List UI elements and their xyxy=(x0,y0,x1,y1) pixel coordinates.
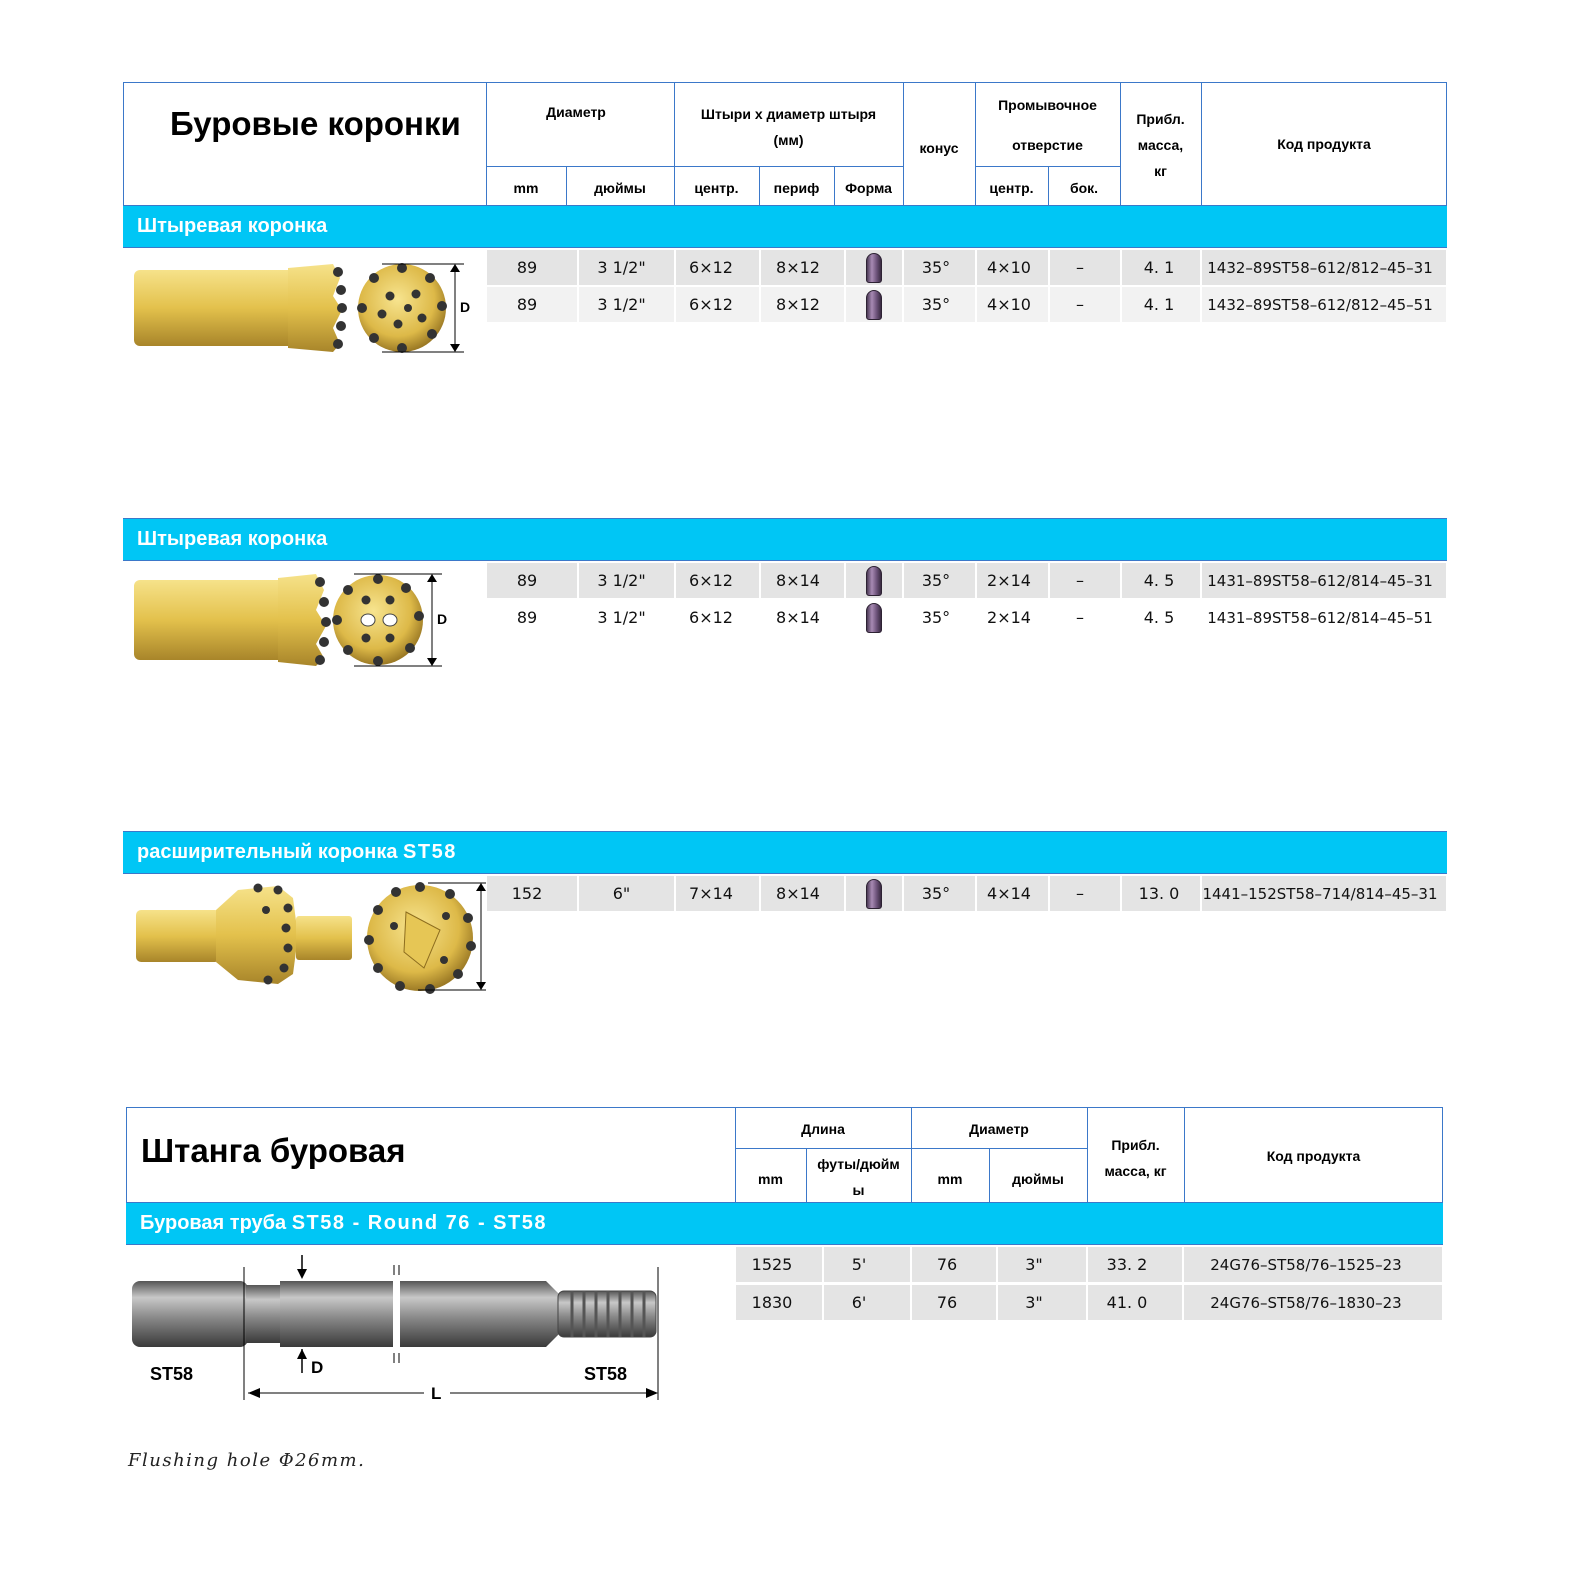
cell-shape xyxy=(846,287,902,322)
rod-band-text-b: ST58 - Round 76 - ST58 xyxy=(291,1212,547,1234)
section2-band-text: Штыревая коронка xyxy=(137,528,328,550)
flush-side-header: бок. xyxy=(1069,180,1099,196)
cell-weight: 4. 5 xyxy=(1143,608,1175,627)
table-row xyxy=(487,876,1446,911)
cell-cone: 35° xyxy=(921,258,951,277)
cell-periph: 8×14 xyxy=(776,608,820,627)
weight-header-text: Прибл. масса, кг xyxy=(1136,111,1185,179)
cell-flush-center: 2×14 xyxy=(987,608,1031,627)
cell-code: 1432–89ST58–612/812–45–31 xyxy=(1207,258,1433,277)
cell-inch: 3 1/2" xyxy=(597,295,646,314)
rod-inches-header: дюймы xyxy=(1012,1171,1064,1187)
cell-shape xyxy=(846,250,902,285)
section3-band-text-a: расширительный коронка xyxy=(137,841,398,863)
button-shape-icon xyxy=(866,879,882,909)
cone-header: конус xyxy=(919,140,959,156)
table-row xyxy=(487,563,1446,598)
drill-rod-image xyxy=(128,1255,668,1415)
cell-weight: 41. 0 xyxy=(1106,1293,1148,1312)
cell-flush-center: 4×14 xyxy=(987,884,1031,903)
rod-code-header: Код продукта xyxy=(1266,1148,1361,1164)
cell-diam-mm: 76 xyxy=(936,1293,958,1312)
cell-flush-center: 2×14 xyxy=(987,571,1031,590)
table-row xyxy=(487,600,1446,635)
cell-code: 1432–89ST58–612/812–45–51 xyxy=(1207,295,1433,314)
cell-cone: 35° xyxy=(921,884,951,903)
cell-code: 24G76–ST58/76–1525–23 xyxy=(1210,1255,1402,1274)
reaming-bit-image xyxy=(128,880,490,995)
buttons-header-text: Штыри х диаметр штыря (мм) xyxy=(700,106,877,148)
cell-center: 6×12 xyxy=(689,608,733,627)
cell-flush-center: 4×10 xyxy=(987,258,1031,277)
cell-mm: 152 xyxy=(511,884,543,903)
cell-cone: 35° xyxy=(921,571,951,590)
cell-flush-side: – xyxy=(1076,258,1084,277)
cell-shape xyxy=(846,563,902,598)
dim-d-label: D xyxy=(437,611,448,627)
length-header: Длина xyxy=(801,1121,845,1137)
rod-band-text-a: Буровая труба xyxy=(140,1212,287,1234)
button-bit-image xyxy=(128,258,478,358)
cell-mm: 89 xyxy=(516,608,538,627)
cell-length-ft: 6' xyxy=(851,1293,867,1312)
rod-header xyxy=(126,1107,1443,1203)
cell-inch: 3 1/2" xyxy=(597,258,646,277)
cell-weight: 4. 1 xyxy=(1143,295,1175,314)
flushing-header-text: Промывочное отверстие xyxy=(998,97,1097,153)
cell-diam-in: 3" xyxy=(1025,1293,1043,1312)
cell-center: 7×14 xyxy=(689,884,733,903)
cell-periph: 8×14 xyxy=(776,884,820,903)
flush-center-header: центр. xyxy=(989,180,1034,196)
cell-weight: 33. 2 xyxy=(1106,1255,1148,1274)
cell-length-mm: 1830 xyxy=(751,1293,793,1312)
cell-weight: 4. 1 xyxy=(1143,258,1175,277)
table-row xyxy=(736,1247,1442,1282)
cell-diam-in: 3" xyxy=(1025,1255,1043,1274)
cell-periph: 8×14 xyxy=(776,571,820,590)
center-header: центр. xyxy=(694,180,739,196)
table-row xyxy=(736,1285,1442,1320)
rod-weight-header xyxy=(1087,1128,1184,1188)
rod-band xyxy=(126,1202,1443,1245)
cell-periph: 8×12 xyxy=(776,295,820,314)
cell-length-mm: 1525 xyxy=(751,1255,793,1274)
cell-cone: 35° xyxy=(921,295,951,314)
cell-mm: 89 xyxy=(516,571,538,590)
cell-code: 24G76–ST58/76–1830–23 xyxy=(1210,1293,1402,1312)
cell-length-ft: 5' xyxy=(851,1255,867,1274)
cell-mm: 89 xyxy=(516,258,538,277)
button-shape-icon xyxy=(866,290,882,320)
cell-inch: 3 1/2" xyxy=(597,608,646,627)
cell-shape xyxy=(846,600,902,635)
button-shape-icon xyxy=(866,253,882,283)
shape-header: Форма xyxy=(845,180,892,196)
rod-weight-header-text: Прибл. масса, кг xyxy=(1104,1137,1167,1179)
bits-header xyxy=(123,82,1447,206)
cell-code: 1431–89ST58–612/814–45–31 xyxy=(1207,571,1433,590)
cell-code: 1441–152ST58–714/814–45–31 xyxy=(1202,884,1438,903)
rod-ftin-header xyxy=(806,1152,911,1202)
button-shape-icon xyxy=(866,566,882,596)
cell-flush-side: – xyxy=(1076,884,1084,903)
section1-band xyxy=(123,205,1447,248)
periph-header: периф xyxy=(773,180,820,196)
inches-header: дюймы xyxy=(594,180,646,196)
table-row xyxy=(487,250,1446,285)
section2-band xyxy=(123,518,1447,561)
cell-flush-side: – xyxy=(1076,571,1084,590)
buttons-header xyxy=(674,99,903,155)
rod-label-l: L xyxy=(431,1384,442,1403)
cell-periph: 8×12 xyxy=(776,258,820,277)
rod-ftin-header-text: футы/дюйм ы xyxy=(817,1156,900,1198)
cell-inch: 6" xyxy=(612,884,631,903)
cell-center: 6×12 xyxy=(689,571,733,590)
flushing-header xyxy=(975,89,1120,161)
button-bit-image xyxy=(128,570,458,670)
button-shape-icon xyxy=(866,603,882,633)
cell-weight: 13. 0 xyxy=(1138,884,1180,903)
cell-weight: 4. 5 xyxy=(1143,571,1175,590)
flushing-note: Flushing hole Φ26mm. xyxy=(128,1450,366,1471)
rod-label-left: ST58 xyxy=(150,1364,194,1384)
diameter-header: Диаметр xyxy=(546,104,606,120)
section3-band-text-b: ST58 xyxy=(403,841,457,863)
cell-mm: 89 xyxy=(516,295,538,314)
cell-flush-side: – xyxy=(1076,608,1084,627)
rod-title: Штанга буровая xyxy=(141,1132,406,1169)
section3-band xyxy=(123,831,1447,874)
cell-flush-center: 4×10 xyxy=(987,295,1031,314)
cell-cone: 35° xyxy=(921,608,951,627)
weight-header xyxy=(1120,105,1201,185)
section1-band-text: Штыревая коронка xyxy=(137,215,328,237)
dim-d-label: D xyxy=(460,299,471,315)
rod-dmm-header: mm xyxy=(937,1171,963,1187)
mm-header: mm xyxy=(513,180,539,196)
cell-center: 6×12 xyxy=(689,258,733,277)
cell-shape xyxy=(846,876,902,911)
cell-center: 6×12 xyxy=(689,295,733,314)
rod-mm-header: mm xyxy=(758,1171,783,1187)
cell-diam-mm: 76 xyxy=(936,1255,958,1274)
rod-diameter-header: Диаметр xyxy=(969,1121,1029,1137)
rod-label-right: ST58 xyxy=(584,1364,628,1384)
cell-inch: 3 1/2" xyxy=(597,571,646,590)
rod-label-d: D xyxy=(311,1358,324,1377)
cell-flush-side: – xyxy=(1076,295,1084,314)
cell-code: 1431–89ST58–612/814–45–51 xyxy=(1207,608,1433,627)
code-header: Код продукта xyxy=(1277,136,1371,152)
bits-title: Буровые коронки xyxy=(170,105,461,142)
table-row xyxy=(487,287,1446,322)
